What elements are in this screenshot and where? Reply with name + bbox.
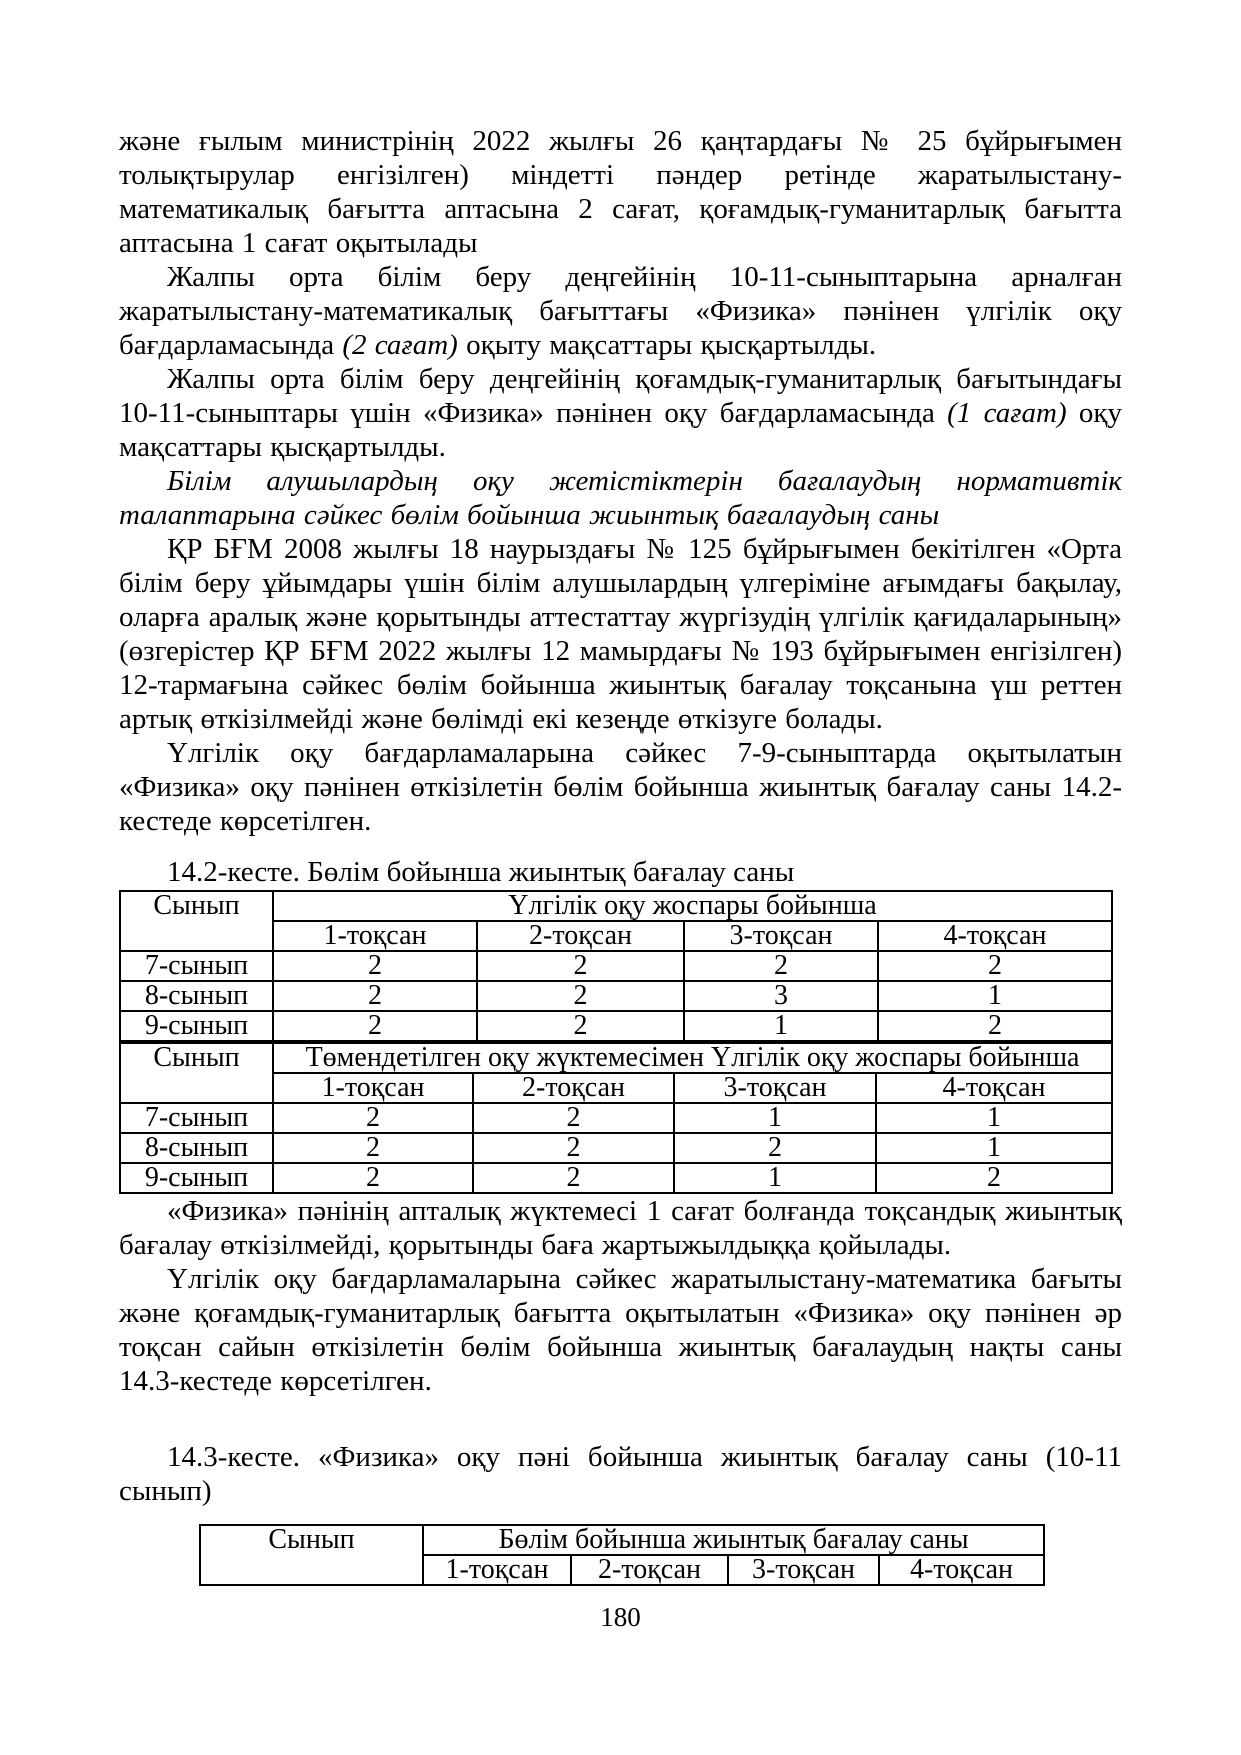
value-cell: 2 xyxy=(273,1011,477,1041)
table-14-2-section-reduced-load-plan xyxy=(119,1042,1113,1194)
row-label-cell: 8-сынып xyxy=(120,1133,273,1163)
table-row xyxy=(120,1133,1112,1163)
value-cell: 2 xyxy=(674,1133,876,1163)
quarter-header-cell: 3-тоқсан xyxy=(728,1555,879,1585)
paragraph-8: Үлгілік оқу бағдарламаларына сәйкес жаратылыстану-математика бағыты және қоғамдық-гуманитарлық бағытта оқытылатын «Физика» оқу пәнінен әр тоқсан сайын өткізілетін бөлім бойынша жиынтық бағалаудың нақты саны 14.3-кестеде көрсетілген. xyxy=(119,1263,1122,1397)
value-cell: 2 xyxy=(876,1163,1112,1193)
page-number: 180 xyxy=(600,1602,641,1632)
table-row xyxy=(120,1163,1112,1193)
value-cell: 2 xyxy=(473,1133,674,1163)
value-cell: 1 xyxy=(674,1103,876,1133)
value-cell: 2 xyxy=(878,951,1112,981)
value-cell: 2 xyxy=(273,1163,473,1193)
quarter-header-cell: 4-тоқсан xyxy=(879,1555,1044,1585)
table-row xyxy=(200,1525,1044,1555)
value-cell: 1 xyxy=(684,1011,878,1041)
table-row xyxy=(120,1011,1112,1041)
value-cell: 1 xyxy=(674,1163,876,1193)
value-cell: 1 xyxy=(876,1133,1112,1163)
class-column-header-cell: Сынып xyxy=(120,1043,273,1103)
value-cell: 3 xyxy=(684,981,878,1011)
paragraph-2-italic-run: (2 сағат) xyxy=(342,329,458,361)
paragraph-4-italic-subheading: Білім алушылардың оқу жетістіктерін бағалаудың нормативтік талаптарына сәйкес бөлім бойынша жиынтық бағалаудың саны xyxy=(119,465,1122,531)
paragraph-3 xyxy=(119,362,1122,464)
row-label-cell: 8-сынып xyxy=(120,981,273,1011)
quarter-header-cell: 3-тоқсан xyxy=(684,921,878,951)
table-14-2-section-typical-plan xyxy=(119,890,1113,1042)
quarter-header-cell: 1-тоқсан xyxy=(273,921,477,951)
quarter-header-cell: 2-тоқсан xyxy=(477,921,684,951)
table-row xyxy=(120,981,1112,1011)
plan-header-cell: Бөлім бойынша жиынтық бағалау саны xyxy=(423,1525,1044,1555)
paragraph-6: Үлгілік оқу бағдарламаларына сәйкес 7-9-сыныптарда оқытылатын «Физика» оқу пәнінен өткізілетін бөлім бойынша жиынтық бағалау саны 14.2-кестеде көрсетілген. xyxy=(119,737,1122,837)
table-14-2-caption: 14.2-кесте. Бөлім бойынша жиынтық бағалау саны xyxy=(167,856,795,888)
quarter-header-cell: 1-тоқсан xyxy=(273,1073,473,1103)
value-cell: 2 xyxy=(878,1011,1112,1041)
paragraph-2 xyxy=(119,260,1122,362)
table-row xyxy=(120,891,1112,921)
table-row xyxy=(120,951,1112,981)
quarter-header-cell: 2-тоқсан xyxy=(473,1073,674,1103)
paragraph-2-text: Жалпы орта білім беру деңгейінің 10-11-сыныптарына арналған жаратылыстану-математикалық бағыттағы «Физика» пәнінен үлгілік оқу бағдарламасында xyxy=(119,261,1122,361)
paragraph-1-continuation: және ғылым министрінің 2022 жылғы 26 қаңтардағы № 25 бұйрығымен толықтырулар енгізілген) міндетті пәндер ретінде жаратылыстану-математикалық бағытта аптасына 2 сағат, қоғамдық-гуманитарлық бағытта аптасына 1 сағат оқытылады xyxy=(119,125,1122,259)
table-14-3-caption: 14.3-кесте. «Физика» оқу пәні бойынша жиынтық бағалау саны (10-11 сынып) xyxy=(119,1441,1122,1507)
quarter-header-cell: 4-тоқсан xyxy=(878,921,1112,951)
row-label-cell: 7-сынып xyxy=(120,1103,273,1133)
row-label-cell: 7-сынып xyxy=(120,951,273,981)
class-column-header-cell: Сынып xyxy=(200,1525,423,1585)
value-cell: 2 xyxy=(684,951,878,981)
plan-header-cell: Төмендетілген оқу жүктемесімен Үлгілік оқу жоспары бойынша xyxy=(273,1043,1112,1073)
value-cell: 2 xyxy=(273,1133,473,1163)
value-cell: 1 xyxy=(878,981,1112,1011)
value-cell: 1 xyxy=(876,1103,1112,1133)
value-cell: 2 xyxy=(273,1103,473,1133)
paragraph-2-text-end: оқыту мақсаттары қысқартылды. xyxy=(457,329,877,361)
value-cell: 2 xyxy=(477,1011,684,1041)
quarter-header-cell: 2-тоқсан xyxy=(571,1555,728,1585)
row-label-cell: 9-сынып xyxy=(120,1163,273,1193)
plan-header-cell: Үлгілік оқу жоспары бойынша xyxy=(273,891,1112,921)
value-cell: 2 xyxy=(273,951,477,981)
class-column-header-cell: Сынып xyxy=(120,891,273,951)
row-label-cell: 9-сынып xyxy=(120,1011,273,1041)
paragraph-5: ҚР БҒМ 2008 жылғы 18 наурыздағы № 125 бұйрығымен бекітілген «Орта білім беру ұйымдары үшін білім алушылардың үлгеріміне ағымдағы бақылау, оларға аралық және қорытынды аттестаттау жүргізудің үлгілік қағидаларының» (өзгерістер ҚР БҒМ 2022 жылғы 12 мамырдағы № 193 бұйрығымен енгізілген) 12-тармағына сәйкес бөлім бойынша жиынтық бағалау тоқсанына үш реттен артық өткізілмейді және бөлімді екі кезеңде өткізуге болады. xyxy=(119,533,1122,735)
quarter-header-cell: 1-тоқсан xyxy=(423,1555,571,1585)
paragraph-7: «Физика» пәнінің апталық жүктемесі 1 сағат болғанда тоқсандық жиынтық бағалау өткізілмейді, қорытынды баға жартыжылдыққа қойылады. xyxy=(119,1195,1122,1261)
value-cell: 2 xyxy=(473,1163,674,1193)
value-cell: 2 xyxy=(477,981,684,1011)
table-row xyxy=(120,1103,1112,1133)
value-cell: 2 xyxy=(273,981,477,1011)
paragraph-3-text-end: оқу мақсаттары қысқартылды. xyxy=(119,397,1122,463)
table-14-3 xyxy=(199,1524,1045,1586)
paragraph-3-text: Жалпы орта білім беру деңгейінің қоғамдық-гуманитарлық бағытындағы 10-11-сыныптары үшін «Физика» пәнінен оқу бағдарламасында xyxy=(119,363,1122,429)
table-row xyxy=(120,1043,1112,1073)
value-cell: 2 xyxy=(477,951,684,981)
quarter-header-cell: 4-тоқсан xyxy=(876,1073,1112,1103)
quarter-header-cell: 3-тоқсан xyxy=(674,1073,876,1103)
value-cell: 2 xyxy=(473,1103,674,1133)
paragraph-3-italic-run: (1 сағат) xyxy=(947,397,1067,429)
